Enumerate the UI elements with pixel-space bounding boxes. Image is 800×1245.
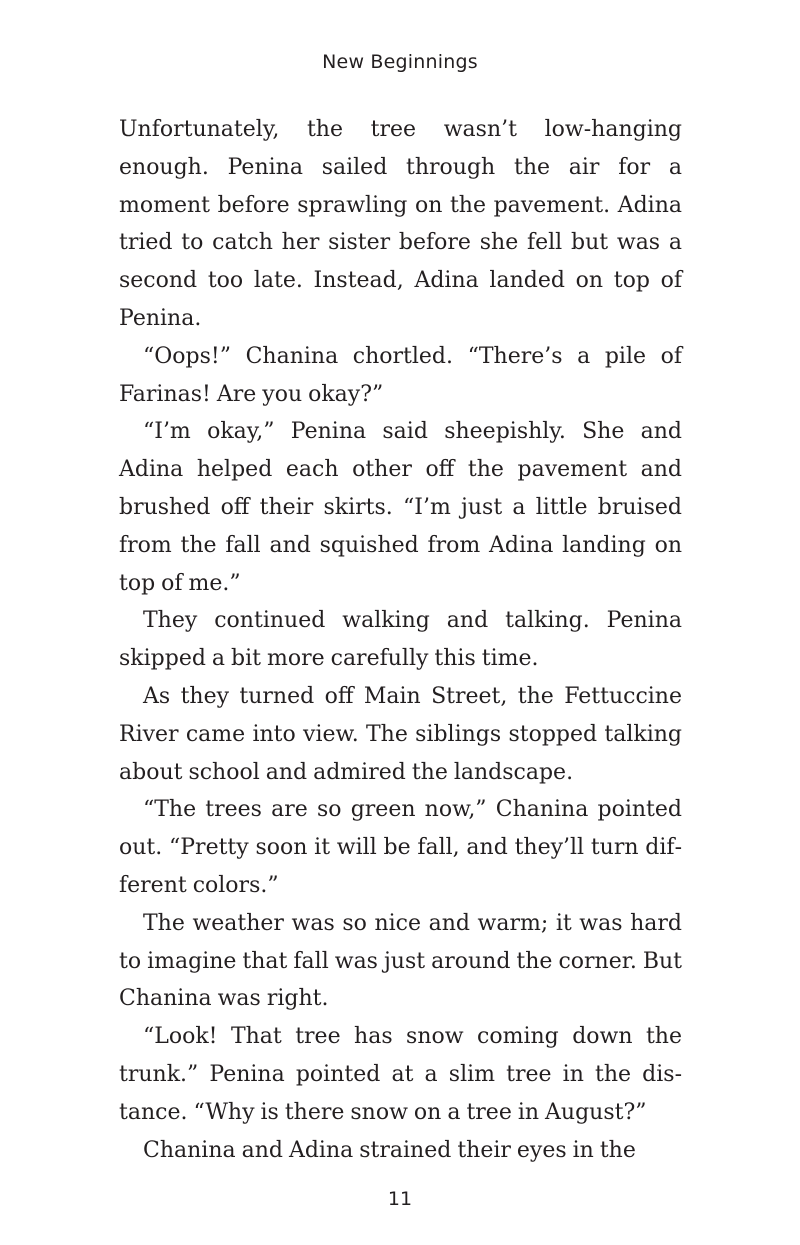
paragraph: “I’m okay,” Penina said sheepishly. She and Adina helped each other off the pavement and brushed off their skirts. “I’m just a little bruised from the fall and squished from Adina landing on top of me.” <box>119 419 682 596</box>
body-text <box>119 111 682 1169</box>
paragraph: “Oops!” Chanina chortled. “There’s a pile of Farinas! Are you okay?” <box>119 343 682 407</box>
paragraph: “The trees are so green now,” Chanina pointed out. “Pretty soon it will be fall, and they’ll turn different colors.” <box>119 797 682 898</box>
paragraph: As they turned off Main Street, the Fettuccine River came into view. The siblings stopped talking about school and admired the landscape. <box>119 683 682 785</box>
running-head-title: New Beginnings <box>322 51 478 73</box>
page-number: 11 <box>387 1188 413 1210</box>
paragraph: They continued walking and talking. Penina skipped a bit more carefully this time. <box>119 608 682 672</box>
paragraph: Chanina and Adina strained their eyes in the <box>143 1137 636 1163</box>
paragraph: Unfortunately, the tree wasn’t low-hanging enough. Penina sailed through the air for a moment before sprawling on the pavement. Adina tried to catch her sister before she fell but was a second too late. Instead, Adina landed on top of Penina. <box>119 117 682 331</box>
paragraph: “Look! That tree has snow coming down the trunk.” Penina pointed at a slim tree in the distance. “Why is there snow on a tree in August?” <box>119 1024 682 1125</box>
paragraph: The weather was so nice and warm; it was hard to imagine that fall was just around the corner. But Chanina was right. <box>119 910 682 1012</box>
